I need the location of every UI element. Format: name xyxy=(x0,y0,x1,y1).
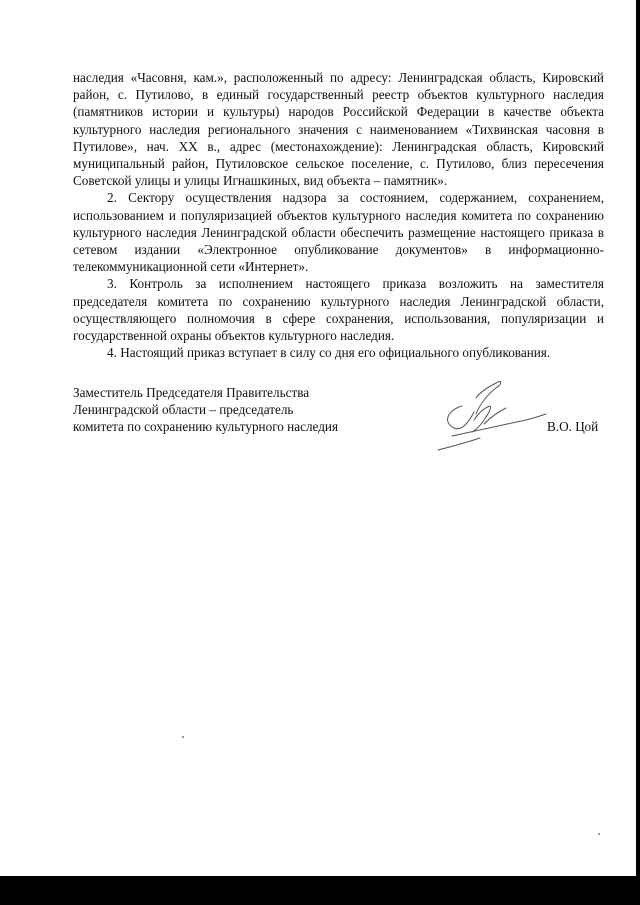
signatory-title xyxy=(73,384,373,436)
signatory-name: В.О. Цой xyxy=(547,419,599,434)
paragraph-item-2: 2. Сектору осуществления надзора за состоянием, содержанием, сохранением, использованием и популяризацией объектов культурного наследия комитета по сохранению культурного наследия Ленинградской области обеспечить размещение настоящего приказа в сетевом издании «Электронное опубликование документов» в информационно-телекоммуникационной сети «Интернет». xyxy=(73,190,604,275)
scan-speck xyxy=(182,736,184,738)
document-body xyxy=(73,69,604,361)
scan-speck xyxy=(598,833,600,835)
paragraph-item-4: 4. Настоящий приказ вступает в силу со дня его официального опубликования. xyxy=(107,345,551,361)
paragraph-item-3: 3. Контроль за исполнением настоящего приказа возложить на заместителя председателя комитета по сохранению культурного наследия Ленинградской области, осуществляющего полномочия в сфере сохранения, использования, популяризации и государственной охраны объектов культурного наследия. xyxy=(73,276,604,344)
signatory-title-line: Ленинградской области – председатель xyxy=(73,402,294,418)
signatory-title-line: комитета по сохранению культурного наследия xyxy=(73,419,339,435)
scan-border-right xyxy=(636,0,640,905)
paragraph-continuation: наследия «Часовня, кам.», расположенный по адресу: Ленинградская область, Кировский район, с. Путилово, в единый государственный реестр объектов культурного наследия (памятников истории и культуры) народов Российской Федерации в качестве объекта культурного наследия регионального значения с наименованием «Тихвинская часовня в Путилове», нач. XX в., адрес (местонахождение): Ленинградская область, Кировский муниципальный район, Путиловское сельское поселение, с. Путилово, близ пересечения Советской улицы и улицы Игнашкиных, вид объекта – памятник». xyxy=(73,70,604,189)
signatory-title-line: Заместитель Председателя Правительства xyxy=(73,385,310,400)
handwritten-signature xyxy=(418,370,553,465)
scan-border-bottom xyxy=(0,876,640,905)
